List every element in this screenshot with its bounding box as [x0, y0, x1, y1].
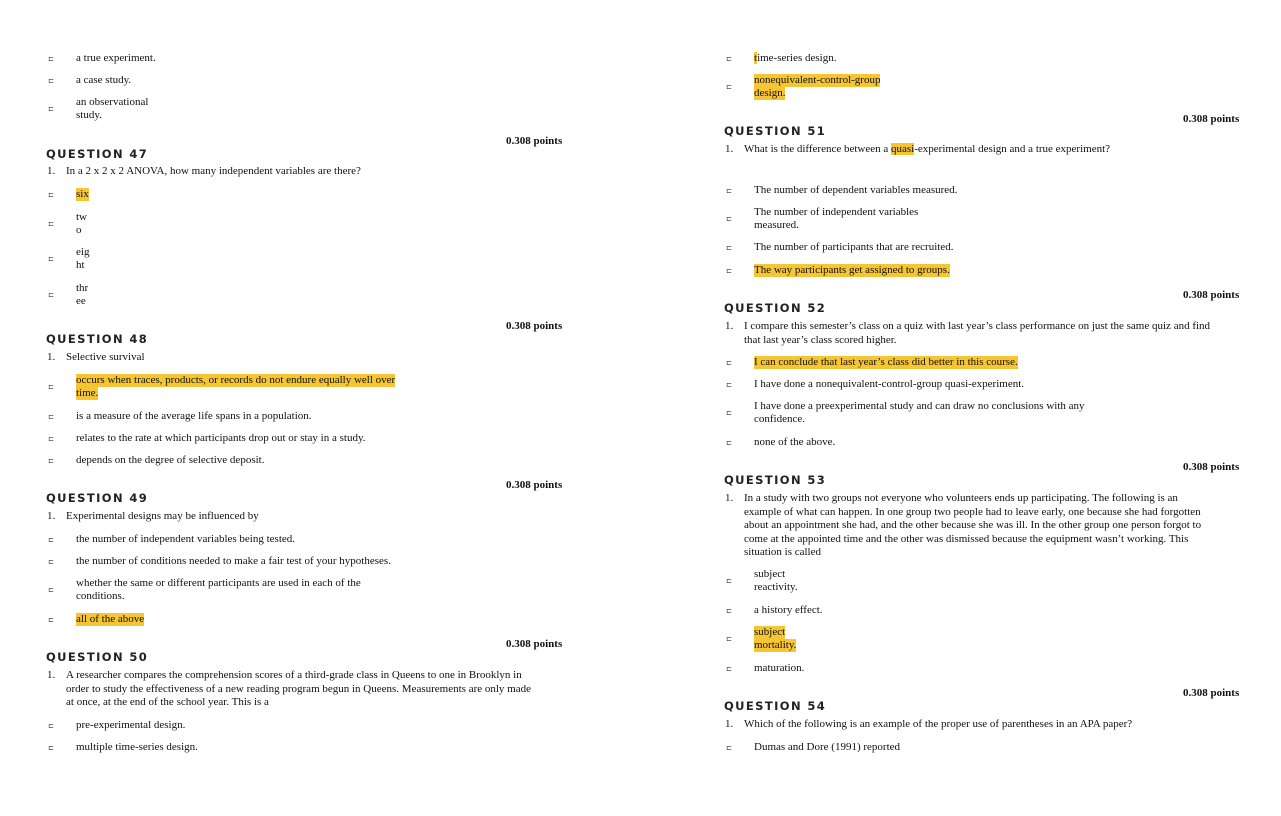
question-heading-53: QUESTION 53: [724, 473, 827, 487]
radio-icon[interactable]: ⊏: [726, 607, 732, 615]
question-heading-48: QUESTION 48: [46, 332, 149, 346]
radio-icon[interactable]: ⊏: [726, 577, 732, 585]
question-heading-51: QUESTION 51: [724, 124, 827, 138]
radio-icon[interactable]: ⊏: [726, 215, 732, 223]
radio-icon[interactable]: ⊏: [48, 413, 54, 421]
question-heading-47: QUESTION 47: [46, 147, 149, 161]
radio-icon[interactable]: ⊏: [48, 457, 54, 465]
points-label: 0.308 points: [1183, 289, 1240, 301]
radio-icon[interactable]: ⊏: [48, 77, 54, 85]
question-heading-52: QUESTION 52: [724, 301, 827, 315]
radio-icon[interactable]: ⊏: [48, 586, 54, 594]
radio-icon[interactable]: ⊏: [726, 83, 732, 91]
points-label: 0.308 points: [1183, 113, 1240, 125]
radio-icon[interactable]: ⊏: [48, 191, 54, 199]
radio-icon[interactable]: ⊏: [48, 435, 54, 443]
radio-icon[interactable]: ⊏: [726, 439, 732, 447]
question-heading-54: QUESTION 54: [724, 699, 827, 713]
points-label: 0.308 points: [1183, 461, 1240, 473]
radio-icon[interactable]: ⊏: [48, 722, 54, 730]
points-label: 0.308 points: [1183, 687, 1240, 699]
question-heading-49: QUESTION 49: [46, 491, 149, 505]
radio-icon[interactable]: ⊏: [48, 383, 54, 391]
points-label: 0.308 points: [506, 479, 563, 491]
radio-icon[interactable]: ⊏: [726, 381, 732, 389]
points-label: 0.308 points: [506, 320, 563, 332]
points-label: 0.308 points: [506, 135, 563, 147]
radio-icon[interactable]: ⊏: [726, 359, 732, 367]
radio-icon[interactable]: ⊏: [48, 220, 54, 228]
radio-icon[interactable]: ⊏: [726, 744, 732, 752]
points-label: 0.308 points: [506, 638, 563, 650]
radio-icon[interactable]: ⊏: [48, 616, 54, 624]
radio-icon[interactable]: ⊏: [726, 409, 732, 417]
question-heading-50: QUESTION 50: [46, 650, 149, 664]
radio-icon[interactable]: ⊏: [48, 255, 54, 263]
radio-icon[interactable]: ⊏: [726, 665, 732, 673]
radio-icon[interactable]: ⊏: [726, 635, 732, 643]
radio-icon[interactable]: ⊏: [48, 558, 54, 566]
radio-icon[interactable]: ⊏: [48, 291, 54, 299]
radio-icon[interactable]: ⊏: [726, 244, 732, 252]
radio-icon[interactable]: ⊏: [48, 105, 54, 113]
radio-icon[interactable]: ⊏: [726, 187, 732, 195]
radio-icon[interactable]: ⊏: [726, 55, 732, 63]
radio-icon[interactable]: ⊏: [48, 55, 54, 63]
radio-icon[interactable]: ⊏: [48, 744, 54, 752]
radio-icon[interactable]: ⊏: [48, 536, 54, 544]
radio-icon[interactable]: ⊏: [726, 267, 732, 275]
